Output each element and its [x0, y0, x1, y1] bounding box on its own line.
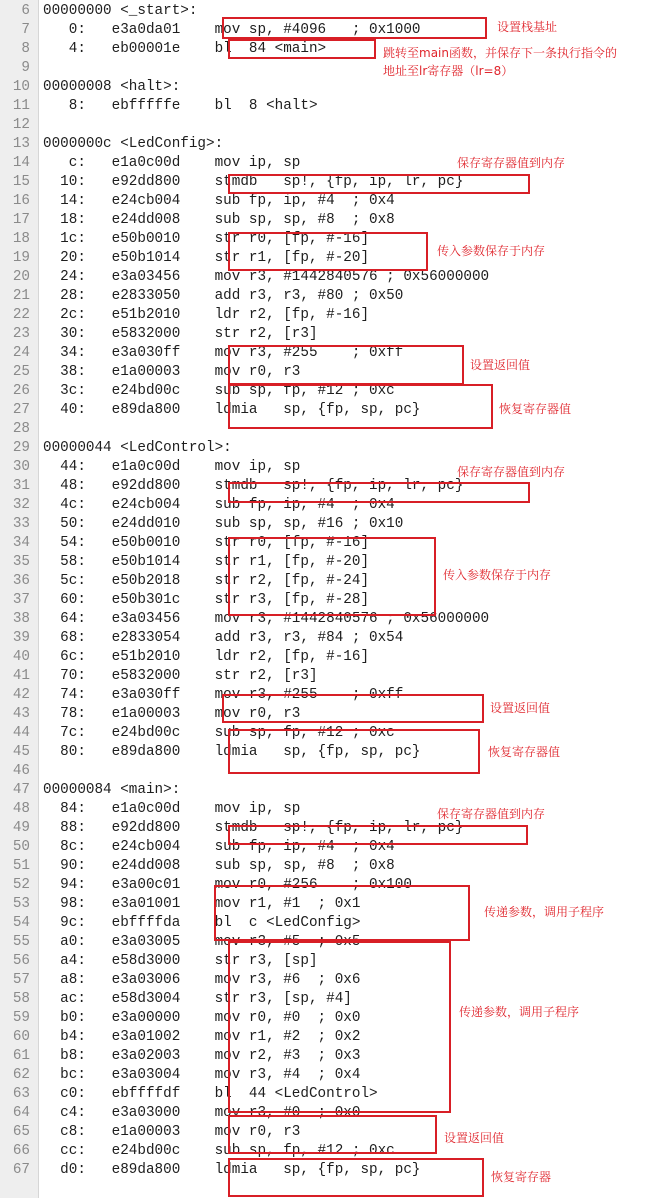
line-number: 61	[12, 1048, 30, 1064]
highlight-box-save-regs-ledconfig	[228, 174, 530, 194]
line-number: 36	[12, 573, 30, 589]
line-number: 7	[21, 22, 30, 38]
code-text: 88: e92dd800 stmdb sp!, {fp, ip, lr, pc}	[43, 820, 464, 836]
code-text: 84: e1a0c00d mov ip, sp	[43, 801, 301, 817]
line-number: 56	[12, 953, 30, 969]
code-text: 34: e3a030ff mov r3, #255 ; 0xff	[43, 345, 404, 361]
annotation-return-ledcontrol: 设置返回值	[490, 701, 551, 715]
code-text: 9c: ebffffda bl c <LedConfig>	[43, 915, 361, 931]
code-text: 24: e3a03456 mov r3, #1442840576 ; 0x56000000	[43, 269, 490, 285]
code-text: 48: e92dd800 stmdb sp!, {fp, ip, lr, pc}	[43, 478, 464, 494]
highlight-box-save-regs-main	[228, 825, 528, 845]
line-number: 6	[21, 3, 30, 19]
annotation-return-ledconfig: 设置返回值	[470, 358, 531, 372]
code-text: 50: e24dd010 sub sp, sp, #16 ; 0x10	[43, 516, 404, 532]
line-number: 44	[12, 725, 30, 741]
code-text: 20: e50b1014 str r1, [fp, #-20]	[43, 250, 370, 266]
code-text: 00000000 <_start>:	[43, 3, 198, 19]
code-text: 4: eb00001e bl 84 <main>	[43, 41, 327, 57]
line-number: 17	[12, 212, 30, 228]
code-text: 0: e3a0da01 mov sp, #4096 ; 0x1000	[43, 22, 421, 38]
line-number: 54	[12, 915, 30, 931]
line-number: 60	[12, 1029, 30, 1045]
line-number: 28	[12, 421, 30, 437]
line-number: 9	[21, 60, 30, 76]
line-number: 55	[12, 934, 30, 950]
line-number: 53	[12, 896, 30, 912]
line-number: 21	[12, 288, 30, 304]
line-number: 33	[12, 516, 30, 532]
code-text: 38: e1a00003 mov r0, r3	[43, 364, 301, 380]
annotation-jump-to-main: 跳转至main函数，并保存下一条执行指令的 地址至lr寄存器（lr=8）	[383, 46, 617, 78]
line-number: 39	[12, 630, 30, 646]
highlight-box-pass-params-1	[214, 885, 470, 941]
annotation-save-regs-main: 保存寄存器值到内存	[437, 807, 546, 821]
line-number: 13	[12, 136, 30, 152]
code-text: c8: e1a00003 mov r0, r3	[43, 1124, 301, 1140]
code-text: 54: e50b0010 str r0, [fp, #-16]	[43, 535, 370, 551]
code-text: a4: e58d3000 str r3, [sp]	[43, 953, 318, 969]
code-text: a0: e3a03005 mov r3, #5 ; 0x5	[43, 934, 361, 950]
code-text: 5c: e50b2018 str r2, [fp, #-24]	[43, 573, 370, 589]
line-number: 43	[12, 706, 30, 722]
annotation-save-regs-ledcontrol: 保存寄存器值到内存	[457, 465, 566, 479]
code-text: 1c: e50b0010 str r0, [fp, #-16]	[43, 231, 370, 247]
line-number: 16	[12, 193, 30, 209]
line-number: 47	[12, 782, 30, 798]
code-text: 0000000c <LedConfig>:	[43, 136, 224, 152]
line-number: 66	[12, 1143, 30, 1159]
annotation-params-ledconfig: 传入参数保存于内存	[437, 244, 546, 258]
code-text: 14: e24cb004 sub fp, ip, #4 ; 0x4	[43, 193, 395, 209]
annotation-pass-params-call-2: 传递参数，调用子程序	[459, 1005, 580, 1019]
line-number: 50	[12, 839, 30, 855]
line-number: 41	[12, 668, 30, 684]
code-text: 00000008 <halt>:	[43, 79, 181, 95]
annotation-set-stack-base: 设置栈基址	[497, 20, 558, 34]
code-text: 60: e50b301c str r3, [fp, #-28]	[43, 592, 370, 608]
code-text: 74: e3a030ff mov r3, #255 ; 0xff	[43, 687, 404, 703]
annotation-restore-regs-main: 恢复寄存器	[491, 1170, 552, 1184]
annotation-restore-ledcontrol: 恢复寄存器值	[488, 745, 561, 759]
annotation-params-ledcontrol: 传入参数保存于内存	[443, 568, 552, 582]
code-text: 28: e2833050 add r3, r3, #80 ; 0x50	[43, 288, 404, 304]
highlight-box-return-ledconfig	[228, 345, 464, 385]
code-text: 8c: e24cb004 sub fp, ip, #4 ; 0x4	[43, 839, 395, 855]
line-number: 67	[12, 1162, 30, 1178]
line-number: 63	[12, 1086, 30, 1102]
code-text: d0: e89da800 ldmia sp, {fp, sp, pc}	[43, 1162, 421, 1178]
code-text: 80: e89da800 ldmia sp, {fp, sp, pc}	[43, 744, 421, 760]
line-number: 30	[12, 459, 30, 475]
line-number: 14	[12, 155, 30, 171]
code-text: c0: ebffffdf bl 44 <LedControl>	[43, 1086, 378, 1102]
code-text: 00000084 <main>:	[43, 782, 181, 798]
code-text: c4: e3a03000 mov r3, #0 ; 0x0	[43, 1105, 361, 1121]
code-text: 40: e89da800 ldmia sp, {fp, sp, pc}	[43, 402, 421, 418]
line-number: 19	[12, 250, 30, 266]
highlight-box-return-main	[228, 1115, 437, 1154]
line-number: 40	[12, 649, 30, 665]
code-text: 68: e2833054 add r3, r3, #84 ; 0x54	[43, 630, 404, 646]
line-number: 15	[12, 174, 30, 190]
line-number: 45	[12, 744, 30, 760]
code-text: b4: e3a01002 mov r1, #2 ; 0x2	[43, 1029, 361, 1045]
code-text: 3c: e24bd00c sub sp, fp, #12 ; 0xc	[43, 383, 395, 399]
code-text: 30: e5832000 str r2, [r3]	[43, 326, 318, 342]
annotation-restore-ledconfig: 恢复寄存器值	[499, 402, 572, 416]
line-number: 52	[12, 877, 30, 893]
code-text: 70: e5832000 str r2, [r3]	[43, 668, 318, 684]
highlight-box-return-ledcontrol	[222, 694, 484, 723]
highlight-box-params-ledconfig	[228, 232, 428, 271]
highlight-box-set-stack-base	[222, 17, 487, 39]
line-number: 18	[12, 231, 30, 247]
line-number: 42	[12, 687, 30, 703]
annotation-pass-params-call-1: 传递参数，调用子程序	[484, 905, 605, 919]
annotation-set-return-main: 设置返回值	[444, 1131, 505, 1145]
line-number: 20	[12, 269, 30, 285]
code-text: 90: e24dd008 sub sp, sp, #8 ; 0x8	[43, 858, 395, 874]
highlight-box-params-ledcontrol	[228, 537, 436, 616]
code-text: cc: e24bd00c sub sp, fp, #12 ; 0xc	[43, 1143, 395, 1159]
line-number: 59	[12, 1010, 30, 1026]
highlight-box-save-regs-ledcontrol	[228, 482, 530, 503]
highlight-box-jump-to-main	[228, 39, 376, 59]
highlight-box-restore-ledconfig	[228, 384, 493, 429]
line-number: 12	[12, 117, 30, 133]
code-text: 44: e1a0c00d mov ip, sp	[43, 459, 301, 475]
code-text: 10: e92dd800 stmdb sp!, {fp, ip, lr, pc}	[43, 174, 464, 190]
highlight-box-restore-main	[228, 1158, 484, 1197]
line-number: 23	[12, 326, 30, 342]
code-text: 58: e50b1014 str r1, [fp, #-20]	[43, 554, 370, 570]
line-number: 27	[12, 402, 30, 418]
line-number: 31	[12, 478, 30, 494]
code-text: bc: e3a03004 mov r3, #4 ; 0x4	[43, 1067, 361, 1083]
line-number: 8	[21, 41, 30, 57]
line-number: 24	[12, 345, 30, 361]
line-number: 46	[12, 763, 30, 779]
line-number: 57	[12, 972, 30, 988]
code-text: 64: e3a03456 mov r3, #1442840576 ; 0x56000000	[43, 611, 490, 627]
code-text: 18: e24dd008 sub sp, sp, #8 ; 0x8	[43, 212, 395, 228]
code-text: 94: e3a00c01 mov r0, #256 ; 0x100	[43, 877, 412, 893]
line-number: 29	[12, 440, 30, 456]
line-number: 32	[12, 497, 30, 513]
line-number: 11	[12, 98, 30, 114]
code-text: b0: e3a00000 mov r0, #0 ; 0x0	[43, 1010, 361, 1026]
code-text: 7c: e24bd00c sub sp, fp, #12 ; 0xc	[43, 725, 395, 741]
line-number: 22	[12, 307, 30, 323]
line-number: 51	[12, 858, 30, 874]
line-number: 26	[12, 383, 30, 399]
code-text: 98: e3a01001 mov r1, #1 ; 0x1	[43, 896, 361, 912]
line-number: 64	[12, 1105, 30, 1121]
code-text: b8: e3a02003 mov r2, #3 ; 0x3	[43, 1048, 361, 1064]
code-text: 78: e1a00003 mov r0, r3	[43, 706, 301, 722]
line-number: 62	[12, 1067, 30, 1083]
code-text: 4c: e24cb004 sub fp, ip, #4 ; 0x4	[43, 497, 395, 513]
code-text: 00000044 <LedControl>:	[43, 440, 232, 456]
line-number: 58	[12, 991, 30, 1007]
line-number: 49	[12, 820, 30, 836]
line-number: 65	[12, 1124, 30, 1140]
annotation-save-regs-ledconfig: 保存寄存器值到内存	[457, 156, 566, 170]
line-number: 35	[12, 554, 30, 570]
code-text: a8: e3a03006 mov r3, #6 ; 0x6	[43, 972, 361, 988]
code-text: 8: ebfffffe bl 8 <halt>	[43, 98, 318, 114]
line-number: 37	[12, 592, 30, 608]
line-number: 10	[12, 79, 30, 95]
highlight-box-pass-params-2	[228, 941, 451, 1113]
code-text: ac: e58d3004 str r3, [sp, #4]	[43, 991, 352, 1007]
code-text: c: e1a0c00d mov ip, sp	[43, 155, 301, 171]
highlight-box-restore-ledcontrol	[228, 729, 480, 774]
code-text: 2c: e51b2010 ldr r2, [fp, #-16]	[43, 307, 370, 323]
line-number: 34	[12, 535, 30, 551]
line-number: 25	[12, 364, 30, 380]
line-number: 48	[12, 801, 30, 817]
code-text: 6c: e51b2010 ldr r2, [fp, #-16]	[43, 649, 370, 665]
line-number: 38	[12, 611, 30, 627]
